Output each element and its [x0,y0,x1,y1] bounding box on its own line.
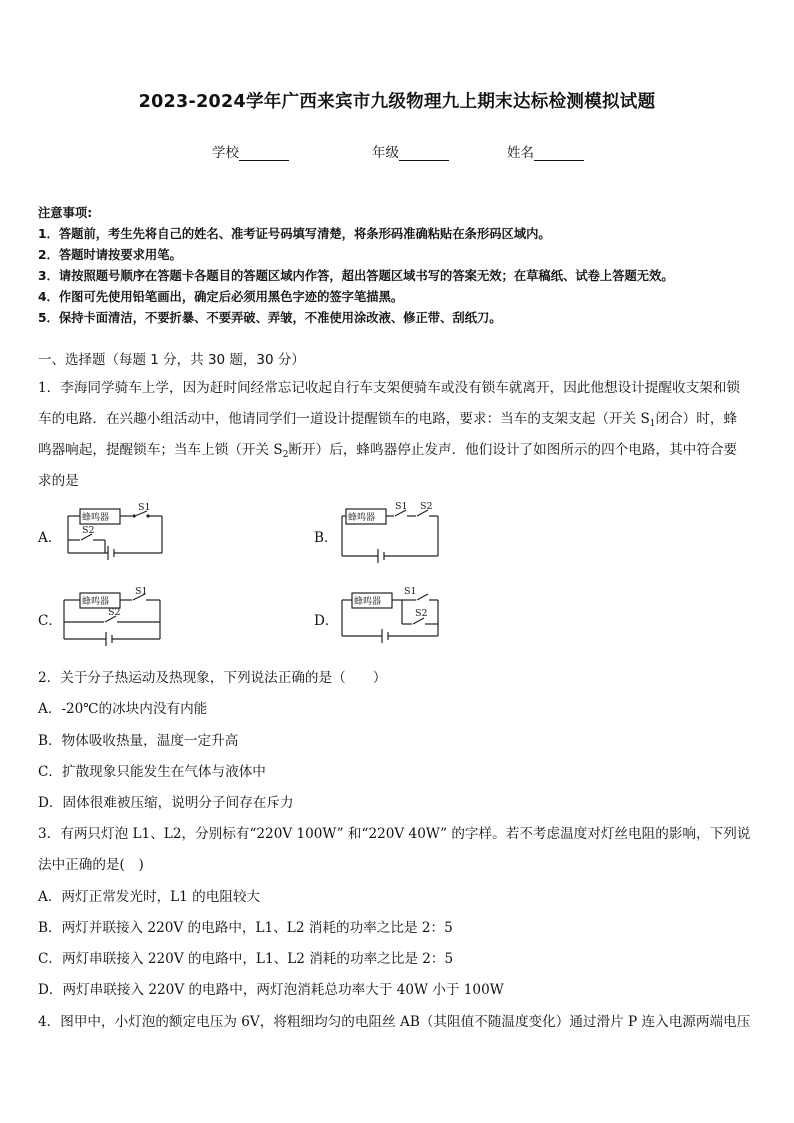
q4-stem: 4．图甲中，小灯泡的额定电压为 6V，将粗细均匀的电阻丝 AB（其阻值不随温度变化）通过滑片 P 连入电源两端电压 [38,1014,751,1030]
grade-field[interactable] [372,141,449,161]
notice-item: 3．请按照题号顺序在答题卡各题目的答题区域内作答，超出答题区域书写的答案无效；在草稿纸、试卷上答题无效。 [38,269,674,283]
circuit-a-diagram [60,500,170,568]
circuit-c-diagram [60,584,170,644]
notice-item: 5．保持卡面清洁，不要折暴、不要弄破、弄皱，不准使用涂改液、修正带、刮纸刀。 [38,311,502,325]
buzzer-text: 蜂鸣器 [82,597,110,607]
s2-label: S2 [82,525,95,536]
q1-option-a-label: A． [38,530,62,546]
s1-label: S1 [135,586,148,597]
q1-line: 鸣器响起，提醒锁车；当车上锁（开关 $S_2$断开）后，蜂鸣器停止发声．他们设计了如图所示的四个电路，其中符合要 [38,442,738,460]
switch-s1 [417,594,428,600]
s1-label: S1 [395,501,408,512]
page-title: 2023-2024学年广西来宾市九级物理九上期末达标检测模拟试题 [138,92,656,112]
q1-line: 求的是 [38,473,79,489]
q3-option: C．两灯串联接入 220V 的电路中，L1、L2 消耗的功率之比是 2：5 [38,951,454,967]
q2-stem: 2．关于分子热运动及热现象，下列说法正确的是（ ） [38,670,387,686]
circuit-d-diagram [338,584,448,644]
name-field[interactable] [507,141,584,161]
grade-label: 年级 [372,145,399,161]
section-heading: 一、选择题（每题 1 分，共 30 题，30 分） [38,352,305,368]
q1-option-d-label: D． [314,613,339,629]
q2-option: B．物体吸收热量，温度一定升高 [38,733,239,749]
name-label: 姓名 [507,145,534,161]
s1-label: S1 [138,502,151,513]
q1-option-c-label: C． [38,613,62,629]
notice-heading: 注意事项: [38,206,93,220]
notice-item: 4．作图可先使用铅笔画出，确定后必须用黑色字迹的签字笔描黑。 [38,290,404,304]
q3-stem: 法中正确的是( ) [38,857,144,873]
circuit-b-diagram [338,500,448,568]
buzzer-text: 蜂鸣器 [82,513,110,523]
q1-line: 车的电路．在兴趣小组活动中，他请同学们一道设计提醒锁车的电路，要求：当车的支架支起（开关 $S_1$闭合）时，蜂 [38,411,738,429]
s2-label: S2 [420,501,433,512]
s2-label: S2 [415,608,428,619]
q1-line: 1．李海同学骑车上学，因为赶时间经常忘记收起自行车支架便骑车或没有锁车就离开，因此他想设计提醒收支架和锁 [38,380,740,396]
s2-label: S2 [108,607,121,618]
school-field[interactable] [212,141,289,161]
q2-option: D．固体很难被压缩，说明分子间存在斥力 [38,795,294,811]
q3-option: B．两灯并联接入 220V 的电路中，L1、L2 消耗的功率之比是 2：5 [38,920,453,936]
notice-item: 2．答题时请按要求用笔。 [38,248,182,262]
school-label: 学校 [212,145,239,161]
q3-option: A．两灯正常发光时，L1 的电阻较大 [38,889,261,905]
q2-option: C．扩散现象只能发生在气体与液体中 [38,764,266,780]
q3-stem: 3．有两只灯泡 L1、L2，分别标有“220V 100W” 和“220V 40W” 的字样。若不考虑温度对灯丝电阻的影响，下列说 [38,826,751,842]
q2-option: A．-20℃的冰块内没有内能 [38,701,208,717]
buzzer-text: 蜂鸣器 [348,513,376,523]
s1-label: S1 [404,586,417,597]
notice-item: 1．答题前，考生先将自己的姓名、准考证号码填写清楚，将条形码准确粘贴在条形码区域内。 [38,227,551,241]
q1-option-b-label: B． [314,530,338,546]
buzzer-text: 蜂鸣器 [354,597,382,607]
q3-option: D．两灯串联接入 220V 的电路中，两灯泡消耗总功率大于 40W 小于 100W [38,982,504,998]
